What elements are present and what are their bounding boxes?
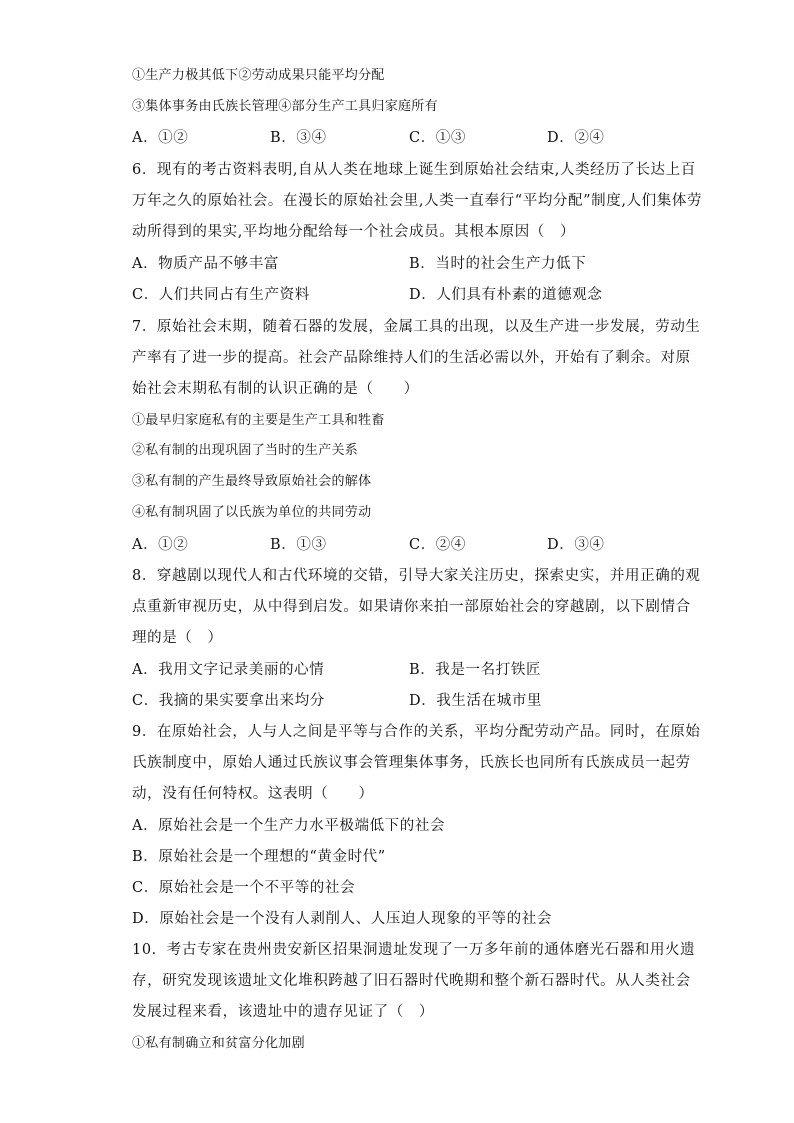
q7-option-d: D．③④ (547, 537, 605, 553)
q7-stem-line-1: 7．原始社会末期，随着石器的发展，金属工具的出现，以及生产进一步发展，劳动生 (132, 319, 701, 335)
q7-option-a: A．①② (132, 537, 189, 553)
q5-option-d: D．②④ (547, 130, 605, 146)
q5-statement-1: ①生产力极其低下②劳动成果只能平均分配 (132, 68, 385, 83)
q6-option-d: D．人们具有朴素的道德观念 (409, 287, 603, 303)
q5-option-c: C．①③ (409, 130, 466, 146)
q8-option-d: D．我生活在城市里 (409, 693, 543, 709)
q8-stem-line-3: 理的是（ ） (132, 630, 223, 646)
q9-stem-line-1: 9．在原始社会，人与人之间是平等与合作的关系，平均分配劳动产品。同时，在原始 (132, 724, 701, 740)
q5-option-b: B．③④ (270, 130, 327, 146)
q9-option-c: C．原始社会是一个不平等的社会 (132, 880, 356, 896)
q7-stem-line-2: 产率有了进一步的提高。社会产品除维持人们的生活必需以外，开始有了剩余。对原 (132, 350, 691, 366)
q9-option-d: D．原始社会是一个没有人剥削人、人压迫人现象的平等的社会 (132, 911, 552, 927)
q8-stem-line-1: 8．穿越剧以现代人和古代环境的交错，引导大家关注历史，探索史实，并用正确的观 (132, 568, 701, 584)
q6-stem-line-3: 动所得到的果实,平均地分配给每一个社会成员。其根本原因（ ） (132, 224, 576, 240)
q9-stem-line-3: 动，没有任何特权。这表明（ ） (132, 786, 374, 802)
q7-statement-2: ②私有制的出现巩固了当时的生产关系 (132, 443, 359, 458)
q5-statement-2: ③集体事务由氏族长管理④部分生产工具归家庭所有 (132, 99, 438, 114)
q6-stem-line-2: 万年之久的原始社会。在漫长的原始社会里,人类一直奉行“平均分配”制度,人们集体劳 (132, 193, 703, 209)
q6-stem-line-1: 6．现有的考古资料表明,自从人类在地球上诞生到原始社会结束,人类经历了长达上百 (132, 162, 696, 178)
q9-stem-line-2: 氏族制度中，原始人通过氏族议事会管理集体事务，氏族长也同所有氏族成员一起劳 (132, 755, 691, 771)
q7-statement-4: ④私有制巩固了以氏族为单位的共同劳动 (132, 505, 372, 520)
q7-option-c: C．②④ (409, 537, 466, 553)
q8-option-a: A．我用文字记录美丽的心情 (132, 662, 325, 678)
q8-option-b: B．我是一名打铁匠 (409, 662, 542, 678)
q7-statement-3: ③私有制的产生最终导致原始社会的解体 (132, 474, 372, 489)
q10-stem-line-2: 存，研究发现该遗址文化堆积跨越了旧石器时代晚期和整个新石器时代。从人类社会 (132, 973, 691, 989)
q8-stem-line-2: 点重新审视历史，从中得到启发。如果请你来拍一部原始社会的穿越剧，以下剧情合 (132, 599, 691, 615)
q7-statement-1: ①最早归家庭私有的主要是生产工具和牲畜 (132, 413, 385, 428)
q9-option-b: B．原始社会是一个理想的“黄金时代” (132, 849, 386, 865)
q9-option-a: A．原始社会是一个生产力水平极端低下的社会 (132, 818, 446, 834)
q6-option-b: B．当时的社会生产力低下 (409, 256, 587, 272)
q7-stem-line-3: 始社会末期私有制的认识正确的是（ ） (132, 381, 419, 397)
q6-option-c: C．人们共同占有生产资料 (132, 287, 310, 303)
q10-statement-1: ①私有制确立和贫富分化加剧 (132, 1036, 305, 1051)
q5-option-a: A．①② (132, 130, 189, 146)
q8-option-c: C．我摘的果实要拿出来均分 (132, 693, 325, 709)
q7-option-b: B．①③ (270, 537, 327, 553)
q10-stem-line-3: 发展过程来看，该遗址中的遗存见证了（ ） (132, 1004, 434, 1020)
q10-stem-line-1: 10．考古专家在贵州贵安新区招果洞遗址发现了一万多年前的通体磨光石器和用火遗 (132, 942, 696, 958)
q6-option-a: A．物质产品不够丰富 (132, 256, 279, 272)
